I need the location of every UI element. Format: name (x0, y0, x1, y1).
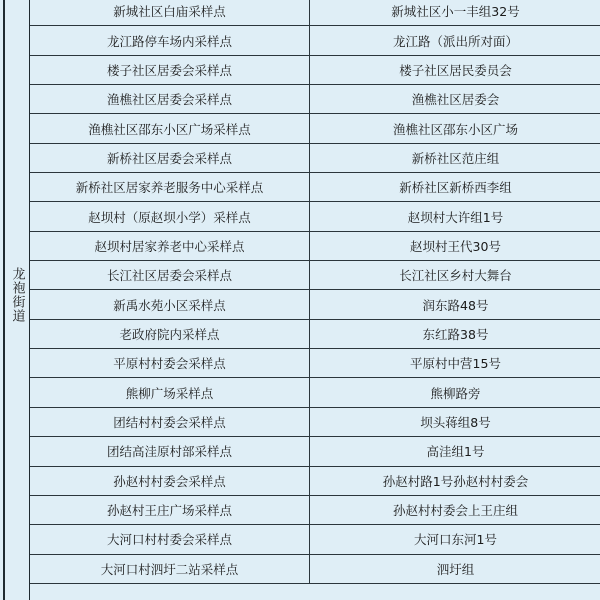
site-address-cell: 新城社区小一丰组32号 (310, 0, 600, 26)
site-address-cell: 孙赵村路1号孙赵村村委会 (310, 466, 600, 495)
table-row (30, 378, 600, 407)
site-address-cell: 新桥社区范庄组 (310, 143, 600, 172)
site-address-cell: 长江社区乡村大舞台 (310, 261, 600, 290)
site-address-cell: 熊柳路旁 (310, 378, 600, 407)
table-row (30, 319, 600, 348)
table-row (30, 466, 600, 495)
site-address-cell: 平原村中营15号 (310, 349, 600, 378)
site-name-cell: 渔樵社区居委会采样点 (30, 85, 310, 114)
site-name-cell: 楼子社区居委会采样点 (30, 55, 310, 84)
site-name-cell: 大河口村泗圩二站采样点 (30, 554, 310, 583)
site-name-cell: 赵坝村居家养老中心采样点 (30, 231, 310, 260)
table-row (30, 290, 600, 319)
site-name-cell: 赵坝村（原赵坝小学）采样点 (30, 202, 310, 231)
site-address-cell: 渔樵社区居委会 (310, 85, 600, 114)
table-row (30, 349, 600, 378)
site-name-cell: 孙赵村村委会采样点 (30, 466, 310, 495)
site-address-cell: 孙赵村村委会上王庄组 (310, 495, 600, 524)
table-row (30, 407, 600, 436)
site-name-cell: 团结村村委会采样点 (30, 407, 310, 436)
table-row (30, 85, 600, 114)
sampling-sites-table (30, 0, 600, 584)
site-name-cell: 大河口村村委会采样点 (30, 525, 310, 554)
site-name-cell: 团结高洼原村部采样点 (30, 437, 310, 466)
table-row (30, 55, 600, 84)
site-address-cell: 赵坝村大许组1号 (310, 202, 600, 231)
site-name-cell: 熊柳广场采样点 (30, 378, 310, 407)
site-name-cell: 新禹水苑小区采样点 (30, 290, 310, 319)
site-name-cell: 平原村村委会采样点 (30, 349, 310, 378)
table-body (30, 0, 600, 583)
district-cell (3, 0, 30, 600)
table-row (30, 495, 600, 524)
site-name-cell: 新城社区白庙采样点 (30, 0, 310, 26)
site-address-cell: 高洼组1号 (310, 437, 600, 466)
site-address-cell: 坝头蒋组8号 (310, 407, 600, 436)
table-row (30, 437, 600, 466)
table-row (30, 0, 600, 26)
table-row (30, 261, 600, 290)
site-name-cell: 长江社区居委会采样点 (30, 261, 310, 290)
table-row (30, 202, 600, 231)
site-name-cell: 新桥社区居委会采样点 (30, 143, 310, 172)
site-name-cell: 渔樵社区邵东小区广场采样点 (30, 114, 310, 143)
district-name: 龙袍街道 (8, 267, 27, 323)
table-row (30, 525, 600, 554)
site-address-cell: 龙江路（派出所对面） (310, 26, 600, 55)
site-address-cell: 赵坝村王代30号 (310, 231, 600, 260)
site-name-cell: 龙江路停车场内采样点 (30, 26, 310, 55)
site-address-cell: 新桥社区新桥西李组 (310, 173, 600, 202)
site-address-cell: 东红路38号 (310, 319, 600, 348)
site-address-cell: 泗圩组 (310, 554, 600, 583)
site-name-cell: 老政府院内采样点 (30, 319, 310, 348)
site-address-cell: 润东路48号 (310, 290, 600, 319)
site-address-cell: 楼子社区居民委员会 (310, 55, 600, 84)
table-row (30, 114, 600, 143)
table-row (30, 554, 600, 583)
site-address-cell: 渔樵社区邵东小区广场 (310, 114, 600, 143)
table-row (30, 143, 600, 172)
table-row (30, 173, 600, 202)
table-row (30, 231, 600, 260)
site-name-cell: 孙赵村王庄广场采样点 (30, 495, 310, 524)
site-address-cell: 大河口东河1号 (310, 525, 600, 554)
table-row (30, 26, 600, 55)
site-name-cell: 新桥社区居家养老服务中心采样点 (30, 173, 310, 202)
